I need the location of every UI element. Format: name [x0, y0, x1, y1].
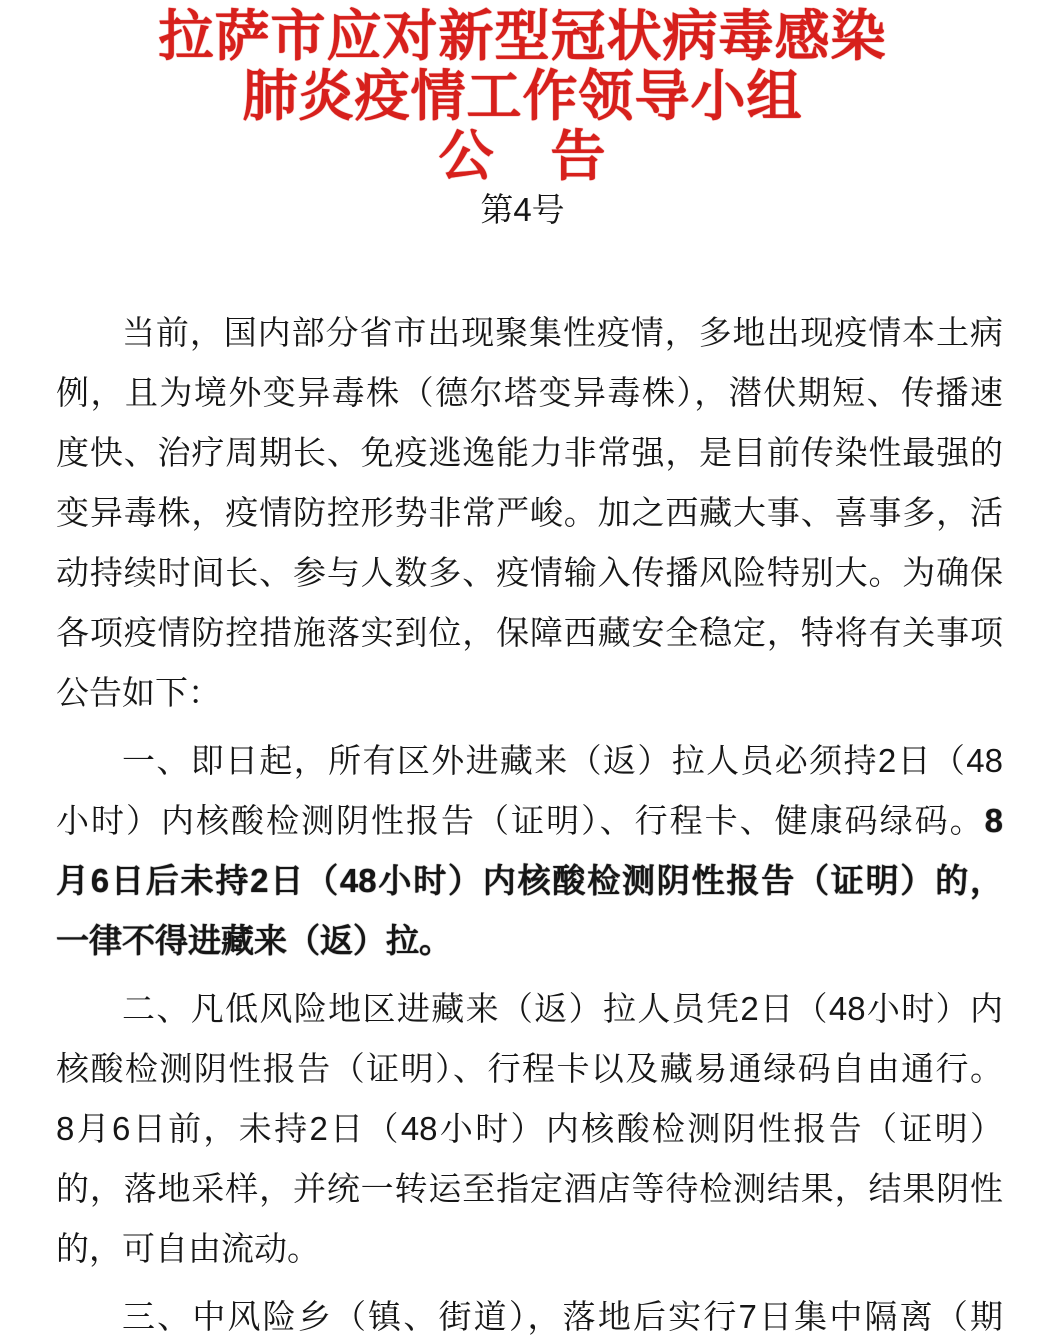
text-line [56, 911, 1003, 971]
text-segment: 变异毒株，疫情防控形势非常严峻。加之西藏大事、喜事多，活 [56, 494, 1003, 531]
text-segment: 动持续时间长、参与人数多、疫情输入传播风险特别大。为确保 [56, 554, 1003, 591]
text-line [56, 979, 1003, 1039]
text-line [56, 731, 1003, 791]
text-segment: 小时）内核酸检测阴性报告（证明）、行程卡、健康码绿码。 [56, 802, 985, 839]
text-segment: 当前，国内部分省市出现聚集性疫情，多地出现疫情本土病 [122, 314, 1003, 351]
text-line [56, 1219, 1003, 1279]
title-line-3: 公 告 [438, 125, 607, 187]
paragraph [56, 303, 1003, 723]
text-line [56, 303, 1003, 363]
text-line [56, 851, 1003, 911]
paragraph [56, 979, 1003, 1279]
text-line [56, 423, 1003, 483]
title-line-1: 拉萨市应对新型冠状病毒感染 [158, 5, 887, 67]
text-segment: 的，落地采样，并统一转运至指定酒店等待检测结果，结果阴性 [56, 1170, 1003, 1207]
text-line [56, 543, 1003, 603]
text-line [56, 603, 1003, 663]
text-line [56, 1159, 1003, 1219]
text-segment: 的，可自由流动。 [56, 1230, 320, 1267]
text-segment: 公告如下： [56, 674, 221, 711]
text-segment: 三、中风险乡（镇、街道），落地后实行7日集中隔离（期 [122, 1298, 1003, 1335]
text-segment: 8月6日前，未持2日（48小时）内核酸检测阴性报告（证明） [56, 1110, 1003, 1147]
paragraph [56, 731, 1003, 971]
text-segment: 二、凡低风险地区进藏来（返）拉人员凭2日（48小时）内 [122, 990, 1003, 1027]
text-line [56, 1099, 1003, 1159]
text-line [56, 791, 1003, 851]
text-line [56, 663, 1003, 723]
text-segment: 核酸检测阴性报告（证明）、行程卡以及藏易通绿码自由通行。 [56, 1050, 1003, 1087]
document-body [0, 303, 1045, 1343]
text-line [56, 1287, 1003, 1343]
bold-text-segment: 一律不得进藏来（返）拉。 [56, 922, 452, 959]
text-line [56, 1039, 1003, 1099]
text-line [56, 363, 1003, 423]
text-segment: 各项疫情防控措施落实到位，保障西藏安全稳定，特将有关事项 [56, 614, 1003, 651]
text-segment: 例，且为境外变异毒株（德尔塔变异毒株），潜伏期短、传播速 [56, 374, 1003, 411]
text-segment: 一、即日起，所有区外进藏来（返）拉人员必须持2日（48 [122, 742, 1003, 779]
document-title [0, 0, 1045, 186]
document-number: 第4号 [480, 191, 565, 228]
text-segment: 度快、治疗周期长、免疫逃逸能力非常强，是目前传染性最强的 [56, 434, 1003, 471]
bold-text-segment: 月6日后未持2日（48小时）内核酸检测阴性报告（证明）的， [56, 862, 1003, 899]
paragraph [56, 1287, 1003, 1343]
bold-text-segment: 8 [984, 802, 1003, 839]
text-line [56, 483, 1003, 543]
title-line-2: 肺炎疫情工作领导小组 [242, 65, 803, 127]
